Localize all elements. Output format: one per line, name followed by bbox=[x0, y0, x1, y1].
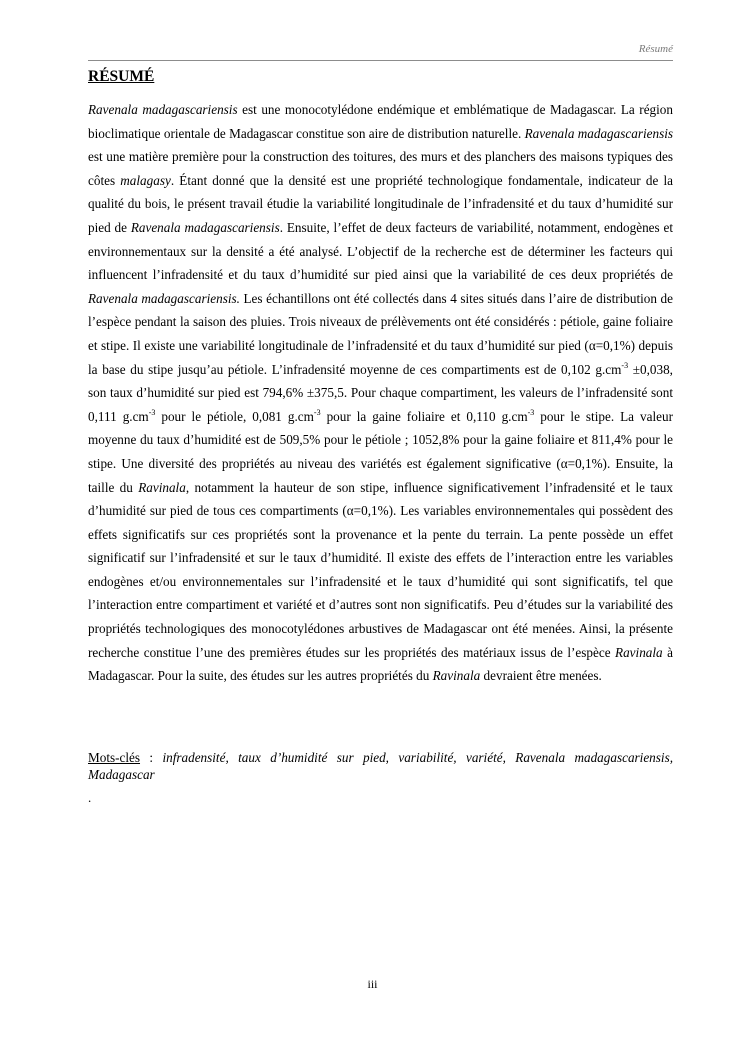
abstract-text: pour le stipe. La valeur moyenne du taux d’humidité est de 509,5% pour le pétiole ; 1052,8% pour la gaine foliaire et 811,4% pour le stipe. Une diversité des propriétés au niveau des variétés est également significative (α=0,1%). Ensuite, la taille du bbox=[88, 408, 673, 495]
abstract-text: . Ensuite, l’effet de deux facteurs de variabilité, notamment, endogènes et environnementaux sur la densité a été analysé. L’objectif de la recherche est de déterminer les facteurs qui influencent l’infradensité et du taux d’humidité sur pied ainsi que la variabilité de ces deux propriétés de bbox=[88, 219, 674, 283]
abstract-text: Les échantillons ont été collectés dans 4 sites situés dans l’aire de distribution de l’espèce pendant la saison des pluies. Trois niveaux de prélèvements ont été considérés : pétiole, gaine foliaire et stipe. Il existe une variabilité longitudinale de l’infradensité et du taux d’humidité sur pied (α=0,1%) depuis la base du stipe jusqu’au pétiole. L’infradensité moyenne de ces compartiments est de 0,102 g.cm bbox=[88, 290, 674, 377]
unit-exponent: -3 bbox=[148, 407, 156, 417]
unit-exponent: -3 bbox=[313, 407, 321, 417]
keywords-line bbox=[88, 750, 673, 783]
abstract-text: est une monocotylédone endémique et emblématique de Madagascar. La région bioclimatique orientale de Madagascar constitue son aire de distribution naturelle. bbox=[88, 102, 673, 141]
abstract-text: est une matière première pour la construction des toitures, des murs et des planchers des maisons typiques des côtes bbox=[88, 149, 673, 188]
species-name: Ravenala madagascariensis bbox=[88, 102, 238, 117]
species-name: Ravenala madagascariensis bbox=[130, 219, 280, 235]
header-rule bbox=[88, 60, 673, 61]
genus-name: Ravinala bbox=[138, 479, 186, 495]
abstract-text: ±0,038, son taux d’humidité sur pied est 794,6% ±375,5. Pour chaque compartiment, les valeurs de l’infradensité sont 0,111 g.cm bbox=[88, 361, 673, 424]
term-malagasy: malagasy bbox=[120, 172, 171, 188]
genus-name: Ravinala bbox=[615, 644, 663, 660]
abstract-text: , notamment la hauteur de son stipe, influence significativement l’infradensité et le taux d’humidité sur pied de tous ces compartiments (α=0,1%). Les variables environnementales qui possèdent des effets significatifs sur ces propriétés sont la provenance et la pente du terrain. La pente possède un effet significatif sur l’infradensité et sur le taux d’humidité. Il existe des effets de l’interaction entre les variables endogènes et/ou environnementales sur l’infradensité et le taux d’humidité qui sont significatifs, tel que l’interaction entre compartiment et variété et d’autres sont non significatifs. Peu d’études sur la variabilité des propriétés technologiques des monocotylédones arbustives de Madagascar ont été menées. Ainsi, la présente recherche constitue l’une des premières études sur les propriétés des matériaux issus de l’espèce bbox=[88, 479, 673, 660]
abstract-text: pour la gaine foliaire et 0,110 g.cm bbox=[320, 408, 528, 424]
abstract-paragraph bbox=[88, 98, 673, 688]
species-name: Ravenala madagascariensis. bbox=[88, 290, 240, 306]
page-number: iii bbox=[367, 977, 378, 991]
keywords-list: infradensité, taux d’humidité sur pied, variabilité, variété, Ravenala madagascariensis, Madagascar bbox=[88, 750, 673, 782]
stray-mark: . bbox=[88, 790, 92, 805]
species-name: Ravenala madagascariensis bbox=[524, 125, 673, 141]
unit-exponent: -3 bbox=[527, 407, 535, 417]
section-title: RÉSUMÉ bbox=[88, 68, 155, 85]
unit-exponent: -3 bbox=[621, 360, 629, 370]
keywords-label: Mots-clés bbox=[88, 750, 141, 765]
keywords-separator: : bbox=[140, 750, 163, 765]
genus-name: Ravinala bbox=[432, 668, 481, 684]
abstract-text: . Étant donné que la densité est une propriété technologique fondamentale, indicateur de la qualité du bois, le présent travail étudie la variabilité longitudinale de l’infradensité et du taux d’humidité sur pied de bbox=[88, 172, 673, 235]
abstract-text: pour le pétiole, 0,081 g.cm bbox=[155, 408, 314, 424]
running-header: Résumé bbox=[638, 43, 673, 55]
abstract-text: à Madagascar. Pour la suite, des études sur les autres propriétés du bbox=[88, 644, 673, 684]
abstract-text: devraient être menées. bbox=[480, 668, 602, 684]
